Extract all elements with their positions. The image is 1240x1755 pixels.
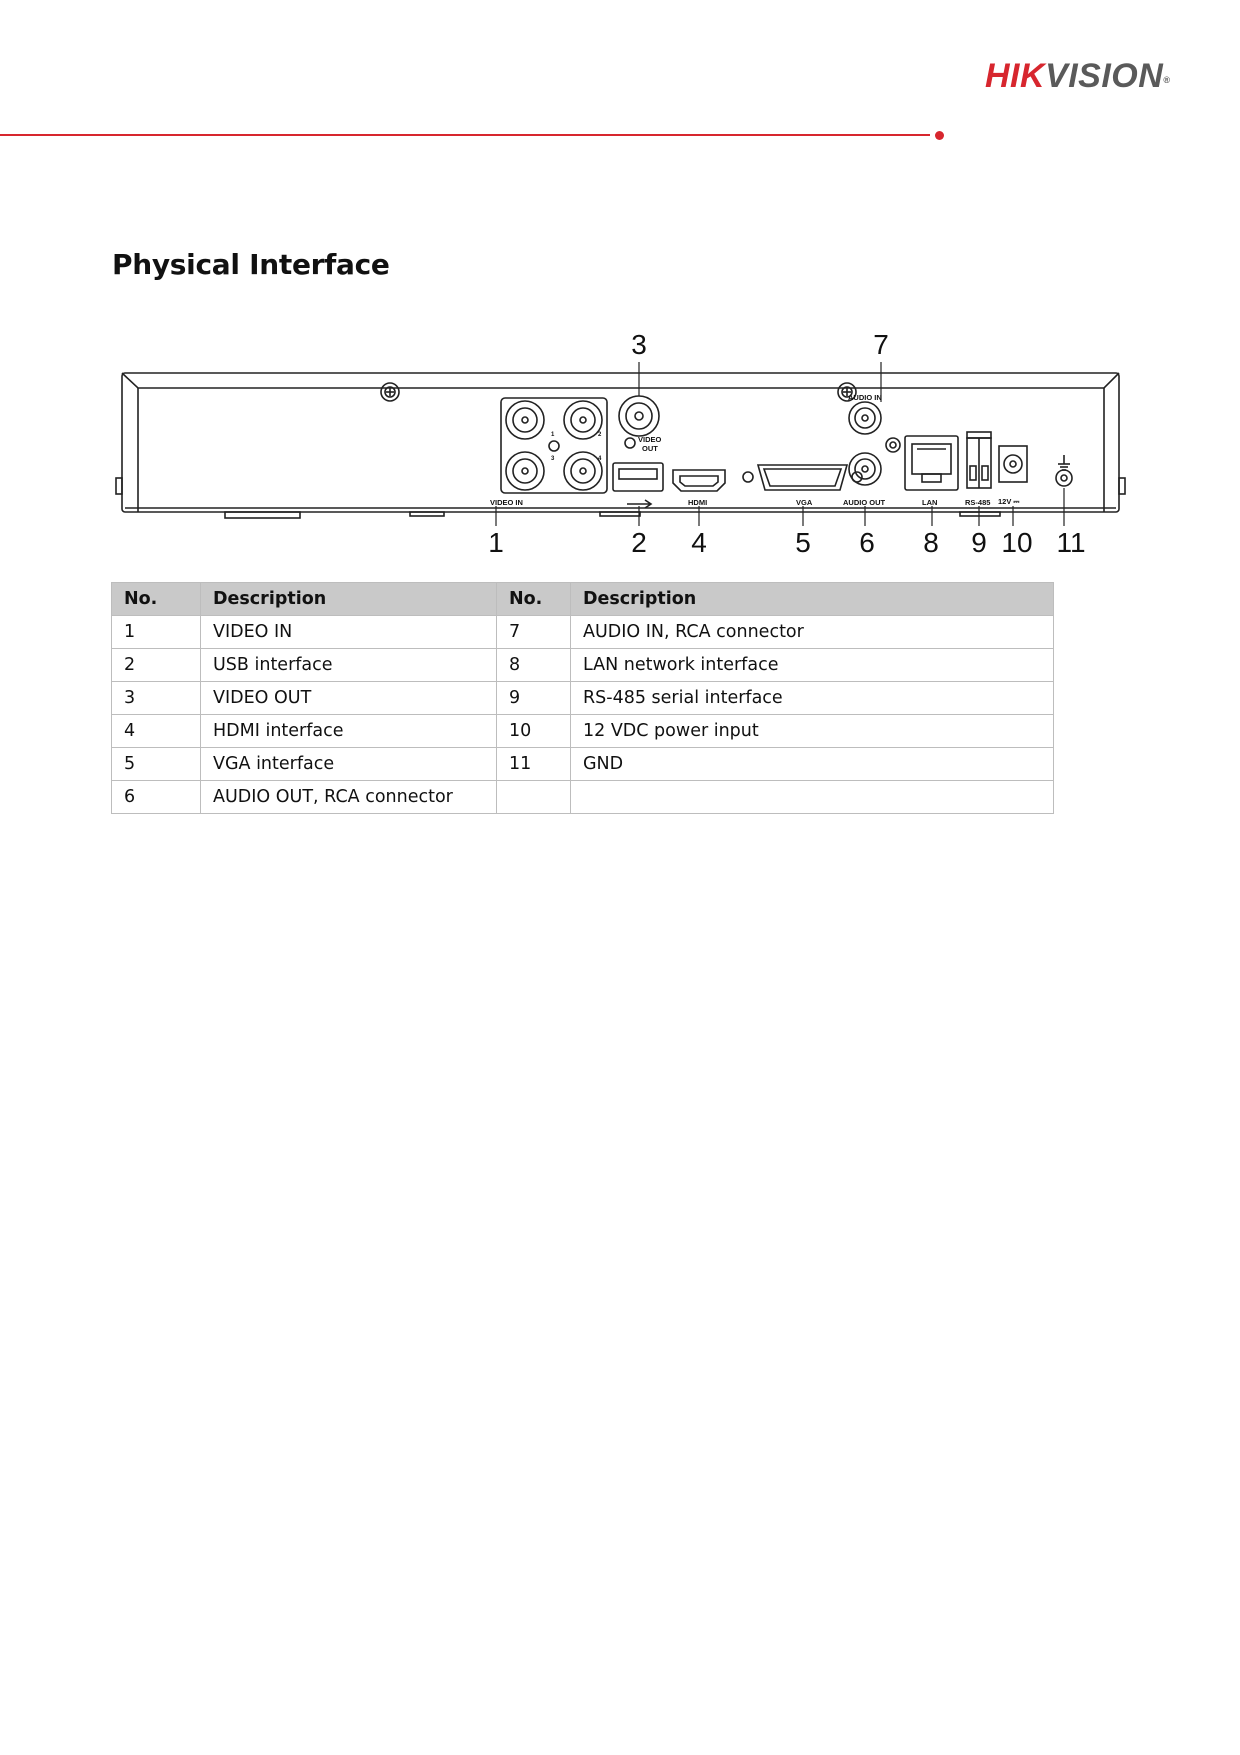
cell-no: 11 xyxy=(497,748,571,781)
callout-7: 7 xyxy=(873,329,889,360)
label-ch3: 3 xyxy=(551,456,555,462)
lan-port-icon xyxy=(905,436,958,490)
cell-no: 5 xyxy=(112,748,201,781)
video-in-bnc-group xyxy=(501,398,607,493)
hikvision-logo xyxy=(985,56,1170,96)
label-ch1: 1 xyxy=(551,432,555,438)
logo-secondary: VISION xyxy=(1045,57,1164,95)
header-description-left: Description xyxy=(201,583,497,616)
page-title: Physical Interface xyxy=(112,248,390,281)
callout-8: 8 xyxy=(923,527,939,558)
callout-11: 11 xyxy=(1056,527,1086,558)
ground-terminal-icon xyxy=(1056,455,1072,486)
audio-out-rca-icon xyxy=(849,438,900,485)
audio-in-rca-icon xyxy=(849,402,881,434)
label-vga: VGA xyxy=(796,498,813,507)
logo-primary: HIK xyxy=(985,57,1046,95)
bnc-connector-icon xyxy=(506,401,544,439)
label-lan: LAN xyxy=(922,498,938,507)
cell-description: AUDIO OUT, RCA connector xyxy=(201,781,497,814)
label-hdmi: HDMI xyxy=(688,498,708,507)
power-jack-icon xyxy=(999,446,1027,482)
bnc-connector-icon xyxy=(564,452,602,490)
cell-no: 4 xyxy=(112,715,201,748)
callout-3: 3 xyxy=(631,329,647,360)
cell-description: LAN network interface xyxy=(571,649,1054,682)
table-row xyxy=(112,616,1054,649)
callout-2: 2 xyxy=(631,527,647,558)
cell-description xyxy=(571,781,1054,814)
vga-port-icon xyxy=(743,465,862,490)
callout-1: 1 xyxy=(488,527,504,558)
label-rs485: RS-485 xyxy=(965,498,991,507)
header-no-left: No. xyxy=(112,583,201,616)
table-row xyxy=(112,748,1054,781)
header-no-right: No. xyxy=(497,583,571,616)
cell-description: RS-485 serial interface xyxy=(571,682,1054,715)
label-video-out-line2: OUT xyxy=(642,444,658,453)
cell-no: 1 xyxy=(112,616,201,649)
rs485-terminal-icon xyxy=(967,432,991,488)
rear-panel-svg xyxy=(100,318,1140,578)
label-video-in: VIDEO IN xyxy=(490,498,523,507)
cell-description: AUDIO IN, RCA connector xyxy=(571,616,1054,649)
cell-no: 10 xyxy=(497,715,571,748)
callout-9: 9 xyxy=(971,527,987,558)
table-row xyxy=(112,682,1054,715)
rear-panel-diagram xyxy=(100,318,1140,578)
cell-description: GND xyxy=(571,748,1054,781)
registered-mark: ® xyxy=(1163,75,1171,85)
table-row xyxy=(112,715,1054,748)
table-row xyxy=(112,649,1054,682)
cell-no: 9 xyxy=(497,682,571,715)
callout-10: 10 xyxy=(1001,527,1033,558)
bnc-connector-icon xyxy=(564,401,602,439)
cell-no: 7 xyxy=(497,616,571,649)
header-rule xyxy=(0,134,930,136)
cell-no: 6 xyxy=(112,781,201,814)
cell-no: 8 xyxy=(497,649,571,682)
header-rule-dot xyxy=(935,131,944,140)
label-ch2: 2 xyxy=(598,432,602,438)
cell-description: HDMI interface xyxy=(201,715,497,748)
callout-5: 5 xyxy=(795,527,811,558)
label-ch4: 4 xyxy=(598,456,602,462)
cell-description: USB interface xyxy=(201,649,497,682)
cell-no xyxy=(497,781,571,814)
callout-6: 6 xyxy=(859,527,875,558)
label-power: 12V ⎓ xyxy=(998,497,1020,506)
label-video-out-line1: VIDEO xyxy=(638,435,662,444)
cell-no: 2 xyxy=(112,649,201,682)
chassis-outline xyxy=(116,373,1125,518)
cell-no: 3 xyxy=(112,682,201,715)
table-row xyxy=(112,781,1054,814)
cell-description: VIDEO IN xyxy=(201,616,497,649)
hdmi-port-icon xyxy=(673,470,725,491)
label-audio-in: AUDIO IN xyxy=(848,393,882,402)
interface-table xyxy=(111,582,1054,814)
cell-description: VGA interface xyxy=(201,748,497,781)
label-audio-out: AUDIO OUT xyxy=(843,498,886,507)
header-description-right: Description xyxy=(571,583,1054,616)
usb-port-icon xyxy=(613,463,663,508)
cell-description: 12 VDC power input xyxy=(571,715,1054,748)
cell-description: VIDEO OUT xyxy=(201,682,497,715)
table-header-row xyxy=(112,583,1054,616)
screw-icon xyxy=(381,383,399,401)
bnc-connector-icon xyxy=(506,452,544,490)
callout-4: 4 xyxy=(691,527,707,558)
